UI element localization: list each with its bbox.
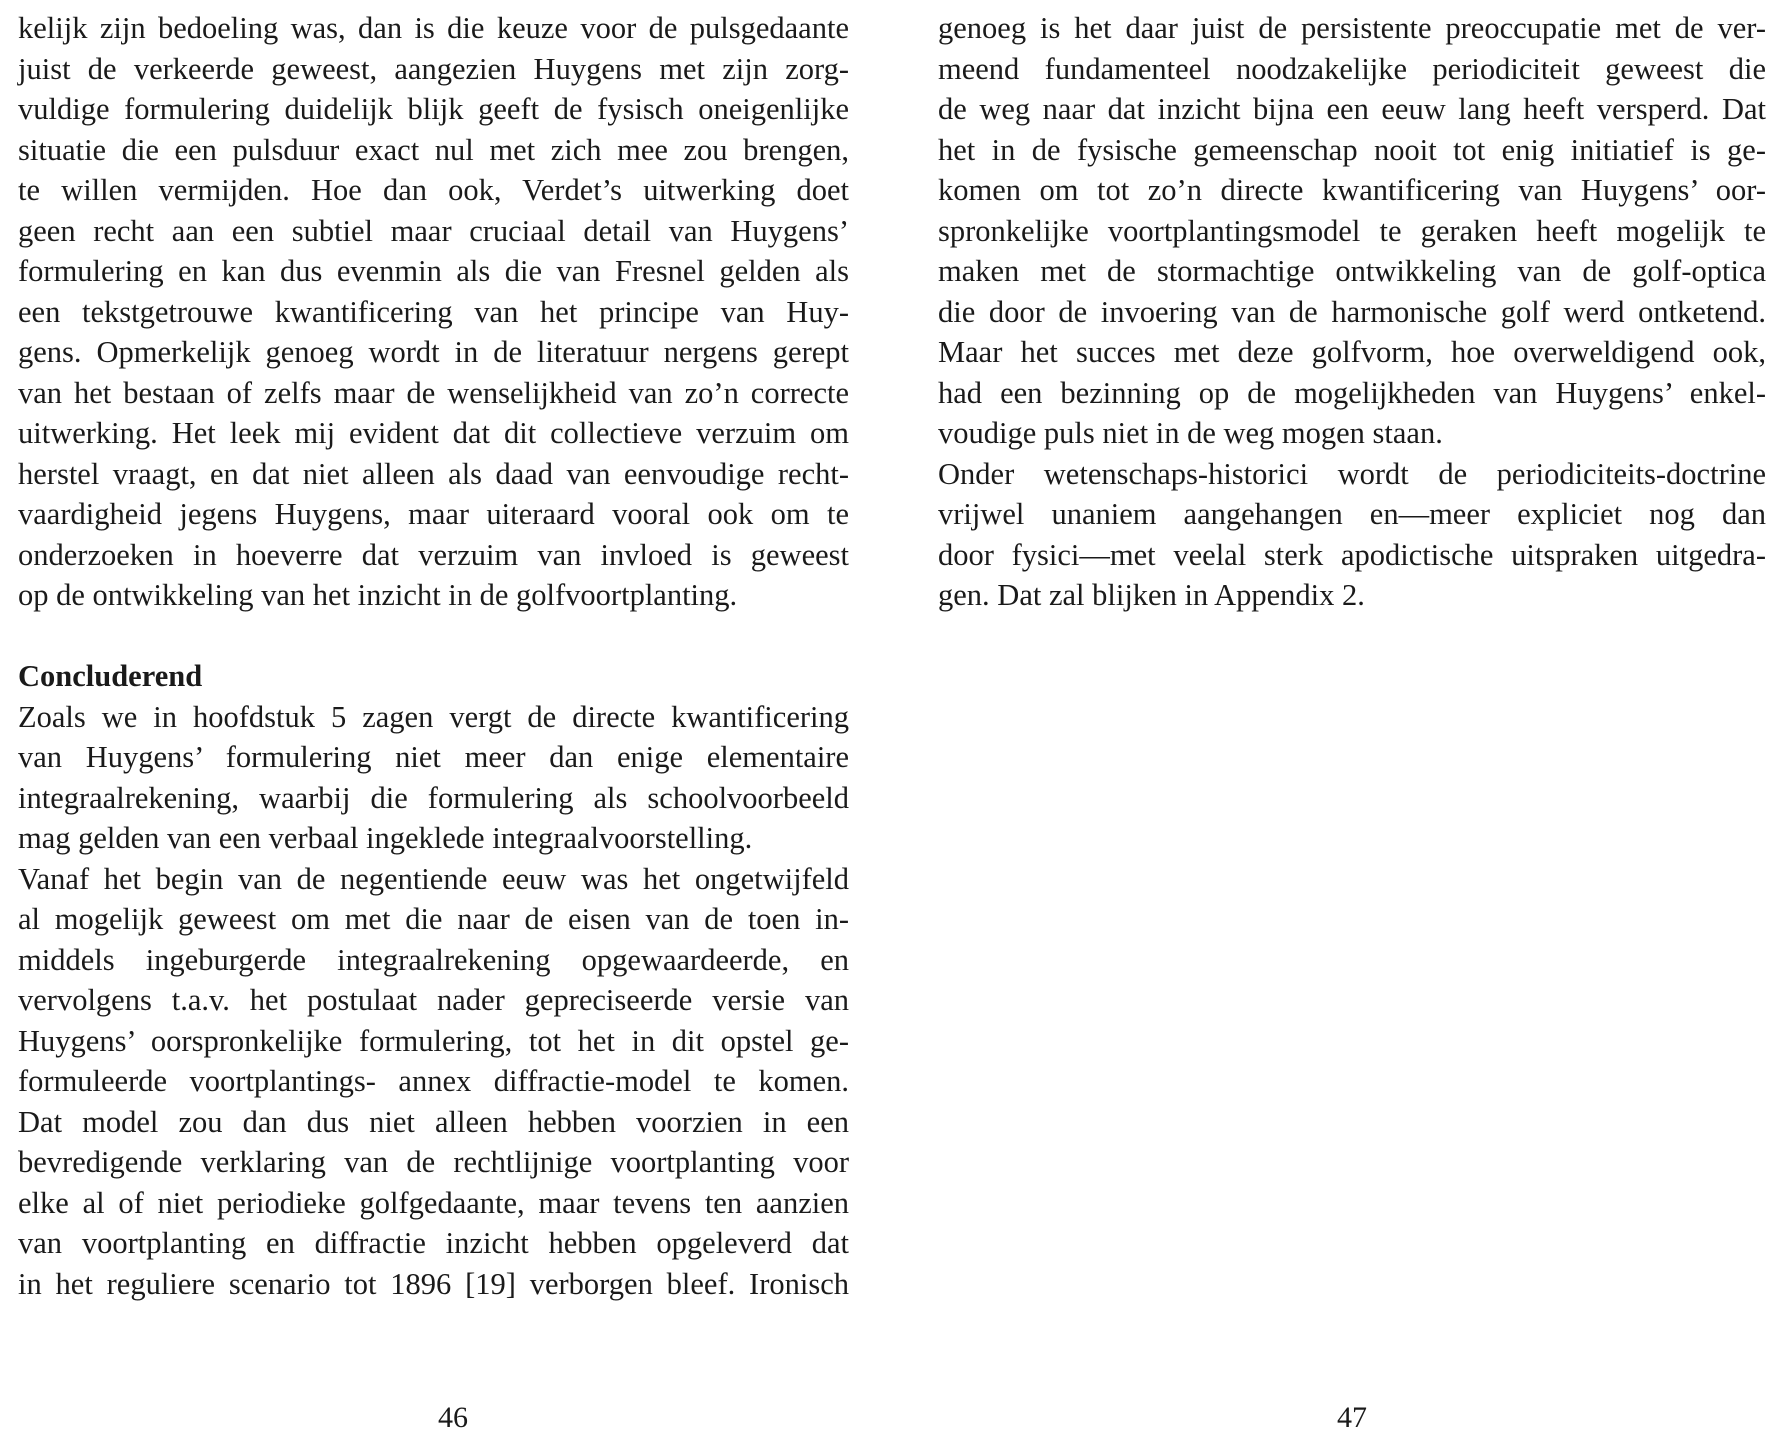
page-number: 46 [438, 1401, 468, 1434]
text-line: het in de fysische gemeenschap nooit tot enig initiatief is ge- [938, 132, 1766, 167]
paragraph [18, 697, 849, 859]
text-line: Huygens’ oorspronkelijke formulering, tot het in dit opstel ge- [18, 1023, 849, 1058]
section-heading: Concluderend [18, 659, 203, 693]
text-line: voudige puls niet in de weg mogen staan. [938, 416, 1443, 450]
text-line: al mogelijk geweest om met die naar de eisen van de toen in- [18, 902, 849, 936]
text-line: de weg naar dat inzicht bijna een eeuw lang heeft versperd. Dat [938, 92, 1766, 126]
text-line: formulering en kan dus evenmin als die van Fresnel gelden als [18, 254, 849, 288]
paragraph [938, 8, 1766, 454]
text-line: spronkelijke voortplantingsmodel te geraken heeft mogelijk te [938, 213, 1766, 248]
paragraph [18, 859, 849, 1305]
text-line: situatie die een pulsduur exact nul met zich mee zou brengen, [18, 132, 849, 167]
text-line: Onder wetenschaps-historici wordt de periodiciteits-doctrine [938, 456, 1766, 491]
text-line: maken met de stormachtige ontwikkeling van de golf-optica [938, 254, 1766, 288]
text-line: meend fundamenteel noodzakelijke periodiciteit geweest die [938, 51, 1766, 86]
paragraph [938, 454, 1766, 616]
text-line: Dat model zou dan dus niet alleen hebben voorzien in een [18, 1104, 849, 1139]
text-line: op de ontwikkeling van het inzicht in de golfvoortplanting. [18, 578, 738, 612]
right-page-text-column [938, 8, 1766, 616]
text-line: juist de verkeerde geweest, aangezien Huygens met zijn zorg- [18, 51, 849, 86]
text-line: bevredigende verklaring van de rechtlijnige voortplanting voor [18, 1145, 849, 1179]
text-line: genoeg is het daar juist de persistente preoccupatie met de ver- [938, 11, 1766, 45]
text-line: onderzoeken in hoeverre dat verzuim van invloed is geweest [18, 537, 849, 572]
text-line: formuleerde voortplantings- annex diffractie-model te komen. [18, 1064, 849, 1098]
text-line: een tekstgetrouwe kwantificering van het principe van Huy- [18, 294, 849, 329]
text-line: die door de invoering van de harmonische golf werd ontketend. [938, 294, 1766, 329]
page-number: 47 [1337, 1401, 1367, 1434]
text-line: komen om tot zo’n directe kwantificering van Huygens’ oor- [938, 173, 1766, 207]
left-page-text-column [18, 8, 849, 1304]
text-line: Vanaf het begin van de negentiende eeuw was het ongetwijfeld [18, 861, 849, 896]
text-line: in het reguliere scenario tot 1896 [19] verborgen bleef. Ironisch [18, 1266, 849, 1301]
text-line: middels ingeburgerde integraalrekening opgewaardeerde, en [18, 942, 849, 977]
text-line: integraalrekening, waarbij die formulering als schoolvoorbeeld [18, 780, 849, 815]
paragraph [18, 8, 849, 616]
text-line: vrijwel unaniem aangehangen en—meer expliciet nog dan [938, 497, 1766, 531]
text-line: te willen vermijden. Hoe dan ook, Verdet’s uitwerking doet [18, 173, 849, 207]
text-line: gens. Opmerkelijk genoeg wordt in de literatuur nergens gerept [18, 335, 849, 369]
right-page [938, 0, 1766, 1438]
spacer [18, 616, 849, 657]
text-line: vervolgens t.a.v. het postulaat nader gepreciseerde versie van [18, 983, 849, 1017]
text-line: Maar het succes met deze golfvorm, hoe overweldigend ook, [938, 335, 1766, 369]
text-line: door fysici—met veelal sterk apodictische uitspraken uitgedra- [938, 537, 1766, 572]
text-line: Zoals we in hoofdstuk 5 zagen vergt de directe kwantificering [18, 699, 849, 734]
text-line: vaardigheid jegens Huygens, maar uiteraard vooral ook om te [18, 497, 849, 531]
text-line: mag gelden van een verbaal ingeklede integraalvoorstelling. [18, 821, 753, 855]
text-line: herstel vraagt, en dat niet alleen als daad van eenvoudige recht- [18, 456, 849, 491]
text-line: vuldige formulering duidelijk blijk geeft de fysisch oneigenlijke [18, 92, 849, 126]
text-line: geen recht aan een subtiel maar cruciaal detail van Huygens’ [18, 213, 849, 248]
left-page [18, 0, 849, 1438]
text-line: uitwerking. Het leek mij evident dat dit collectieve verzuim om [18, 416, 849, 450]
text-line: van voortplanting en diffractie inzicht hebben opgeleverd dat [18, 1226, 849, 1260]
text-line: van het bestaan of zelfs maar de wenselijkheid van zo’n correcte [18, 375, 849, 410]
text-line: kelijk zijn bedoeling was, dan is die keuze voor de pulsgedaante [18, 11, 849, 45]
text-line: elke al of niet periodieke golfgedaante, maar tevens ten aanzien [18, 1185, 849, 1220]
text-line: van Huygens’ formulering niet meer dan enige elementaire [18, 740, 849, 774]
text-line: gen. Dat zal blijken in Appendix 2. [938, 578, 1365, 612]
text-line: had een bezinning op de mogelijkheden van Huygens’ enkel- [938, 375, 1766, 410]
